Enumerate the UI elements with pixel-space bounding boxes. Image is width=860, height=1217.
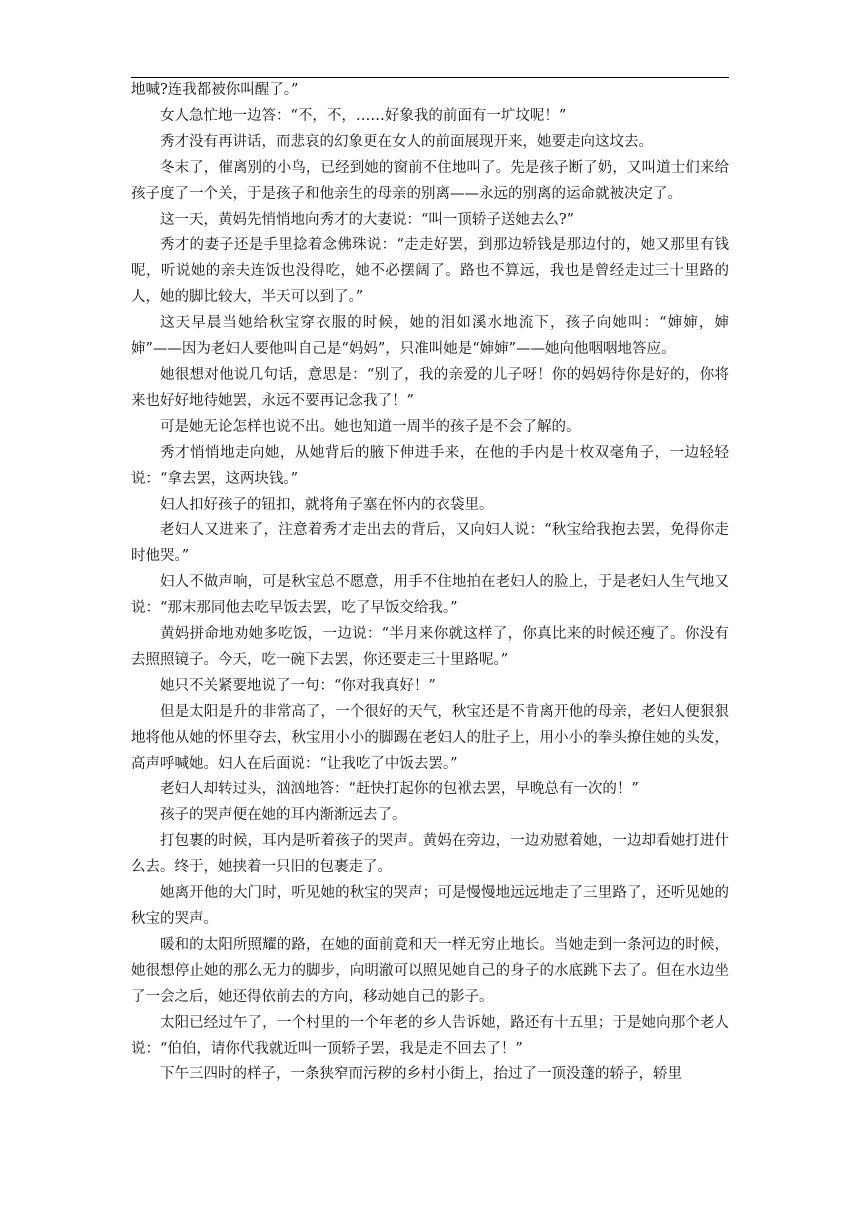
paragraph: 这一天，黄妈先悄悄地向秀才的大妻说：“叫一顶轿子送她去么?”	[160, 211, 575, 228]
paragraph: 但是太阳是升的非常高了，一个很好的天气，秋宝还是不肯离开他的母亲，老妇人便狠狠地将他从她的怀里夺去，秋宝用小小的脚踢在老妇人的肚子上，用小小的拳头撩住她的头发，高声呼喊她。妇人在后面说：“让我吃了中饭去罢。”	[131, 703, 729, 772]
paragraph: 她很想对他说几句话，意思是：“别了，我的亲爱的儿子呀！你的妈妈待你是好的，你将来也好好地待她罢，永远不要再记念我了！”	[131, 366, 729, 409]
paragraph: 太阳已经过午了，一个村里的一个年老的乡人告诉她，路还有十五里；于是她向那个老人说：“伯伯，请你代我就近叫一顶轿子罢，我是走不回去了！”	[131, 1014, 729, 1057]
paragraph: 她离开他的大门时，听见她的秋宝的哭声；可是慢慢地远远地走了三里路了，还听见她的秋宝的哭声。	[131, 885, 729, 927]
paragraph: 妇人扣好孩子的钮扣，就将角子塞在怀内的衣袋里。	[160, 496, 494, 513]
paragraph: 打包裹的时候，耳内是听着孩子的哭声。黄妈在旁边，一边劝慰着她，一边却看她打进什么去。终于，她挟着一只旧的包裹走了。	[131, 833, 729, 876]
body-text	[131, 78, 729, 1088]
paragraph: 妇人不做声响，可是秋宝总不愿意，用手不住地拍在老妇人的脸上，于是老妇人生气地又说：“那末那同他去吃早饭去罢，吃了早饭交给我。”	[131, 574, 729, 617]
paragraph: 黄妈拼命地劝她多吃饭，一边说：“半月来你就这样了，你真比来的时候还瘦了。你没有去照照镜子。今天，吃一碗下去罢，你还要走三十里路呢。”	[131, 626, 729, 668]
paragraph: 老妇人又进来了，注意着秀才走出去的背后，又向妇人说：“秋宝给我抱去罢，免得你走时他哭。”	[131, 522, 729, 565]
paragraph: 可是她无论怎样也说不出。她也知道一周半的孩子是不会了解的。	[160, 418, 581, 435]
paragraph: 这天早晨当她给秋宝穿衣服的时候，她的泪如溪水地流下，孩子向她叫：“婶婶，婶婶”——因为老妇人要他叫自己是“妈妈”，只准叫她是“婶婶”——她向他咽咽地答应。	[131, 315, 729, 358]
paragraph: 秀才悄悄地走向她，从她背后的腋下伸进手来，在他的手内是十枚双毫角子，一边轻轻说：“拿去罢，这两块钱。”	[131, 444, 729, 487]
paragraph: 女人急忙地一边答：“不，不，……好象我的前面有一圹坟呢！”	[160, 107, 567, 124]
paragraph: 冬末了，催离别的小鸟，已经到她的窗前不住地叫了。先是孩子断了奶，又叫道士们来给孩子度了一个关，于是孩子和他亲生的母亲的别离——永远的别离的运命就被决定了。	[131, 159, 729, 202]
paragraph: 她只不关紧要地说了一句：“你对我真好！”	[160, 677, 436, 694]
paragraph: 地喊?连我都被你叫醒了。”	[131, 82, 299, 98]
paragraph: 下午三四时的样子，一条狭窄而污秽的乡村小街上，抬过了一顶没蓬的轿子，轿里	[160, 1066, 682, 1083]
paragraph: 暖和的太阳所照耀的路，在她的面前竟和天一样无穷止地长。当她走到一条河边的时候，她很想停止她的那么无力的脚步，向明澈可以照见她自己的身子的水底跳下去了。但在水边坐了一会之后，她还得依前去的方向，移动她自己的影子。	[131, 936, 729, 1005]
paragraph: 老妇人却转过头，汹汹地答：“赶快打起你的包袱去罢，早晚总有一次的！”	[160, 781, 639, 798]
paragraph: 孩子的哭声便在她的耳内渐渐远去了。	[160, 807, 407, 824]
paragraph: 秀才没有再讲话，而悲哀的幻象更在女人的前面展现开来，她要走向这坟去。	[160, 133, 653, 150]
paragraph: 秀才的妻子还是手里捻着念佛珠说：“走走好罢，到那边轿钱是那边付的，她又那里有钱呢，听说她的亲夫连饭也没得吃，她不必摆阔了。路也不算远，我也是曾经走过三十里路的人，她的脚比较大，半天可以到了。”	[131, 237, 729, 306]
